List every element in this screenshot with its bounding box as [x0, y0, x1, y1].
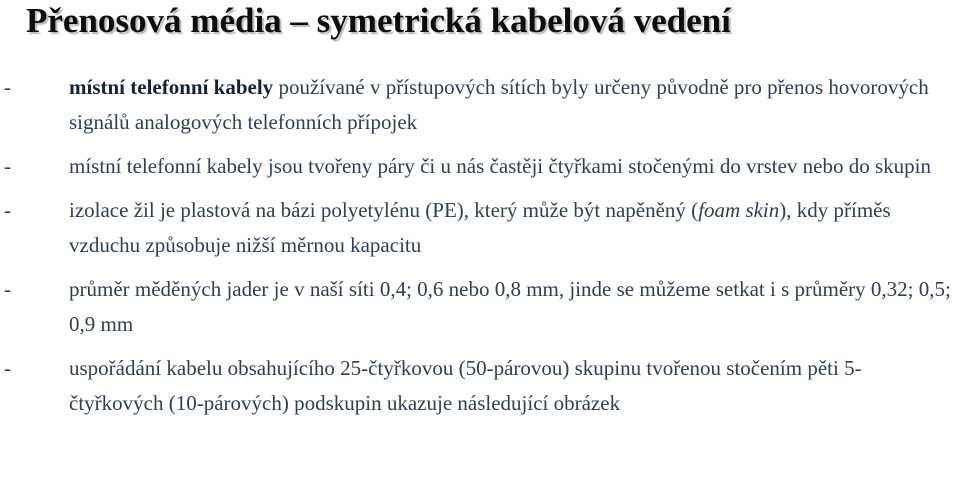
bullet-text — [69, 70, 954, 140]
bullet-text-rest: používané v přístupových sítích byly určeny původně pro přenos hovorových signálů analogových telefonních přípojek — [69, 75, 929, 134]
list-item — [0, 149, 960, 184]
list-item — [0, 351, 960, 421]
bold-term: místní telefonní kabely — [69, 75, 274, 99]
italic-term: foam skin — [698, 198, 780, 222]
bullet-dash: - — [4, 154, 11, 178]
bullet-list — [0, 70, 960, 430]
bullet-text: uspořádání kabelu obsahujícího 25-čtyřkovou (50-párovou) skupinu tvořenou stočením pěti 5-čtyřkových (10-párových) podskupin ukazuje následující obrázek — [69, 356, 862, 415]
bullet-text: průměr měděných jader je v naší síti 0,4; 0,6 nebo 0,8 mm, jinde se můžeme setkat i s průměry 0,32; 0,5; 0,9 mm — [69, 277, 951, 336]
bullet-text: místní telefonní kabely jsou tvořeny páry či u nás častěji čtyřkami stočenými do vrstev nebo do skupin — [69, 154, 931, 178]
bullet-text — [69, 193, 954, 263]
list-item — [0, 70, 960, 140]
bullet-dash: - — [4, 277, 11, 301]
bullet-dash: - — [4, 198, 11, 222]
bullet-text-before: izolace žil je plastová na bázi polyetylénu (PE), který může být napěněný ( — [69, 198, 699, 222]
list-item — [0, 193, 960, 263]
bullet-dash: - — [4, 75, 11, 99]
bullet-text-after: ), kdy příměs vzduchu způsobuje nižší měrnou kapacitu — [69, 198, 891, 257]
list-item — [0, 272, 960, 342]
slide-title: Přenosová média – symetrická kabelová vedení — [26, 1, 731, 40]
bullet-dash: - — [4, 356, 11, 380]
